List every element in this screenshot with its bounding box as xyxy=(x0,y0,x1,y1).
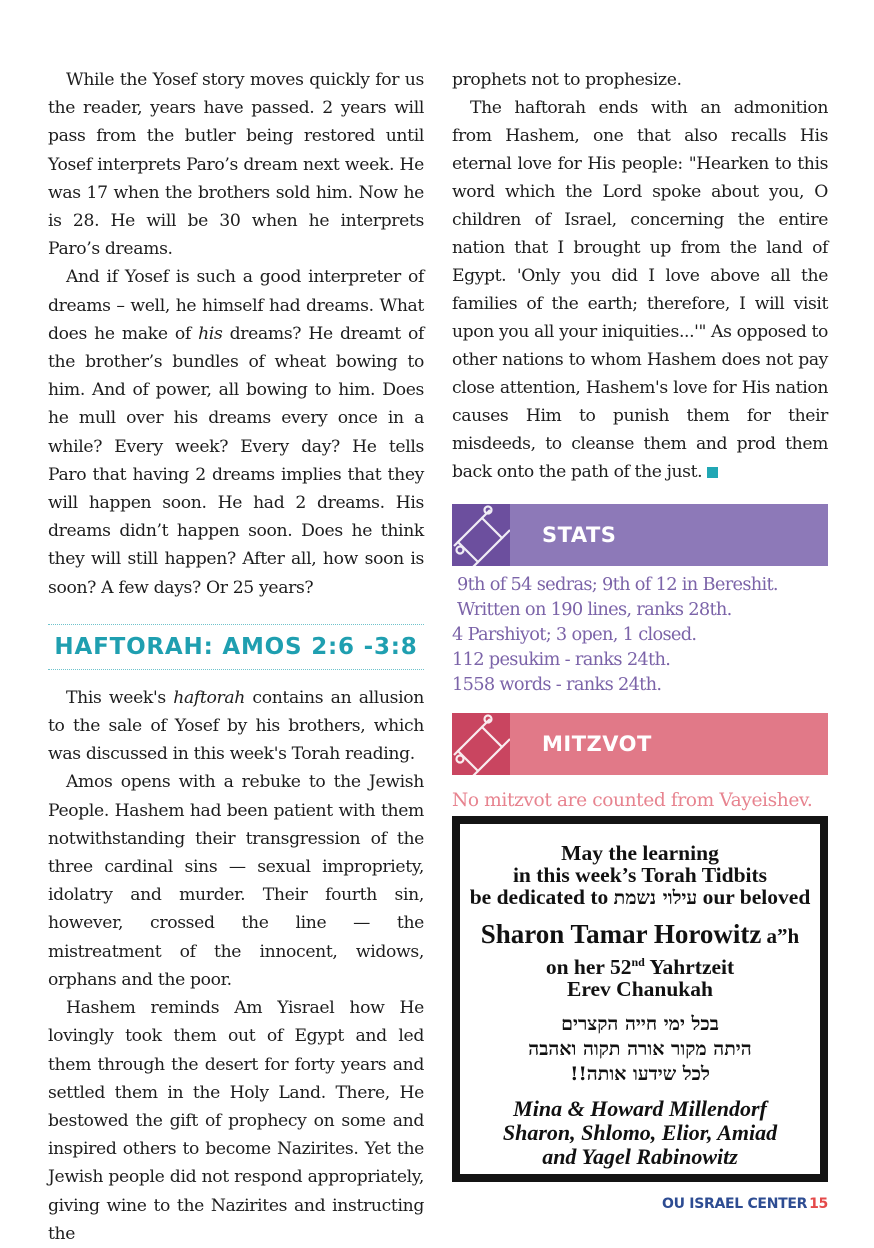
body-paragraph: Amos opens with a rebuke to the Jewish People. Hashem had been patient with them notwithstanding their transgression of the three cardinal sins — sexual impropriety, idolatry and murder. Their fourth sin, however, crossed the line — the mistreatment of the innocent, widows, orphans and the poor. xyxy=(48,772,424,990)
right-column xyxy=(452,66,828,813)
body-paragraph: Hashem reminds Am Yisrael how He lovingly took them out of Egypt and led them through the desert for forty years and settled them in the Holy Land. There, He bestowed the gift of prophecy on some and inspired others to become Nazirites. Yet the Jewish people did not respond appropriately, giving wine to the Nazirites and instructing the xyxy=(48,998,424,1244)
mitzvot-banner xyxy=(452,713,828,775)
dedication-content xyxy=(460,824,820,1174)
end-of-article-icon xyxy=(707,467,718,478)
stats-line: 9th of 54 sedras; 9th of 12 in Bereshit. xyxy=(452,574,778,595)
body-paragraph: The haftorah ends with an admonition from Hashem, one that also recalls His eternal love for His people: "Hearken to this word which the Lord spoke about you, O children of Israel, concerning the entire nation that I brought up from the land of Egypt. 'Only you did I love above all the families of the earth; therefore, I will visit upon you all your iniquities...'" As opposed to other nations to whom Hashem does not pay close attention, Hashem's love for His nation causes Him to punish them for their misdeeds, to cleanse them and prod them back onto the path of the just. xyxy=(452,98,828,482)
mitzvot-title: MITZVOT xyxy=(510,713,828,775)
haftorah-heading: HAFTORAH: AMOS 2:6 -3:8 xyxy=(48,624,424,670)
dedication-line: May the learning xyxy=(561,841,719,865)
stats-line: 1558 words - ranks 24th. xyxy=(452,674,662,695)
left-column xyxy=(48,66,424,1248)
emphasis-text: haftorah xyxy=(173,687,245,708)
yahrzeit-line: on her 52nd Yahrtzeit xyxy=(545,955,735,980)
stats-list xyxy=(452,572,828,697)
stats-title: STATS xyxy=(510,504,828,566)
honoree-name: Sharon Tamar Horowitz a”h xyxy=(480,919,800,949)
mitzvot-text: No mitzvot are counted from Vayeishev. xyxy=(452,790,813,811)
stats-line: 4 Parshiyot; 3 open, 1 closed. xyxy=(452,624,697,645)
date-line: Erev Chanukah xyxy=(567,977,713,1002)
body-paragraph: While the Yosef story moves quickly for us the reader, years have passed. 2 years will pass from the butler being restored until Yosef interprets Paro’s dream next week. He was 17 when the brothers sold him. Now he is 28. He will be 30 when he interprets Paro’s dreams. xyxy=(48,70,424,260)
dedicators: Mina & Howard Millendorf Sharon, Shlomo, Elior, Amiad and Yagel Rabinowitz xyxy=(502,1096,778,1170)
dedication-line: in this week’s Torah Tidbits xyxy=(512,863,768,887)
body-paragraph: And if Yosef is such a good interpreter of dreams – well, he himself had dreams. What does he make of his dreams? He dreamt of the brother’s bundles of wheat bowing to him. And of power, all bowing to him. Does he mull over his dreams every once in a while? Every week? Every day? He tells Paro that having 2 dreams implies that they will happen soon. He had 2 dreams. His dreams didn’t happen soon. Does he think they will still happen? After all, how soon is soon? A few days? Or 25 years? xyxy=(48,267,424,598)
body-paragraph: This week's haftorah contains an allusion to the sale of Yosef by his brothers, which was discussed in this week's Torah reading. xyxy=(48,687,424,765)
continuation-text: prophets not to prophesize. xyxy=(452,70,682,90)
hebrew-text: בכל ימי חייה הקצרים היתה מקור אורה תקוה ואהבה לכל שידעו אותה!! xyxy=(528,1013,752,1086)
dedication-box xyxy=(452,816,828,1182)
page-footer xyxy=(662,1196,828,1212)
scroll-icon xyxy=(452,504,510,566)
scroll-icon xyxy=(452,713,510,775)
footer-org: OU ISRAEL CENTER xyxy=(662,1196,808,1212)
stats-line: Written on 190 lines, ranks 28th. xyxy=(452,599,732,620)
emphasis-text: his xyxy=(198,323,223,344)
hebrew-phrase: עילוי נשמת xyxy=(613,887,698,909)
dedication-line: be dedicated to עילוי נשמת our beloved xyxy=(469,885,811,909)
stats-line: 112 pesukim - ranks 24th. xyxy=(452,649,671,670)
page-number: 15 xyxy=(809,1196,828,1212)
stats-banner xyxy=(452,504,828,566)
